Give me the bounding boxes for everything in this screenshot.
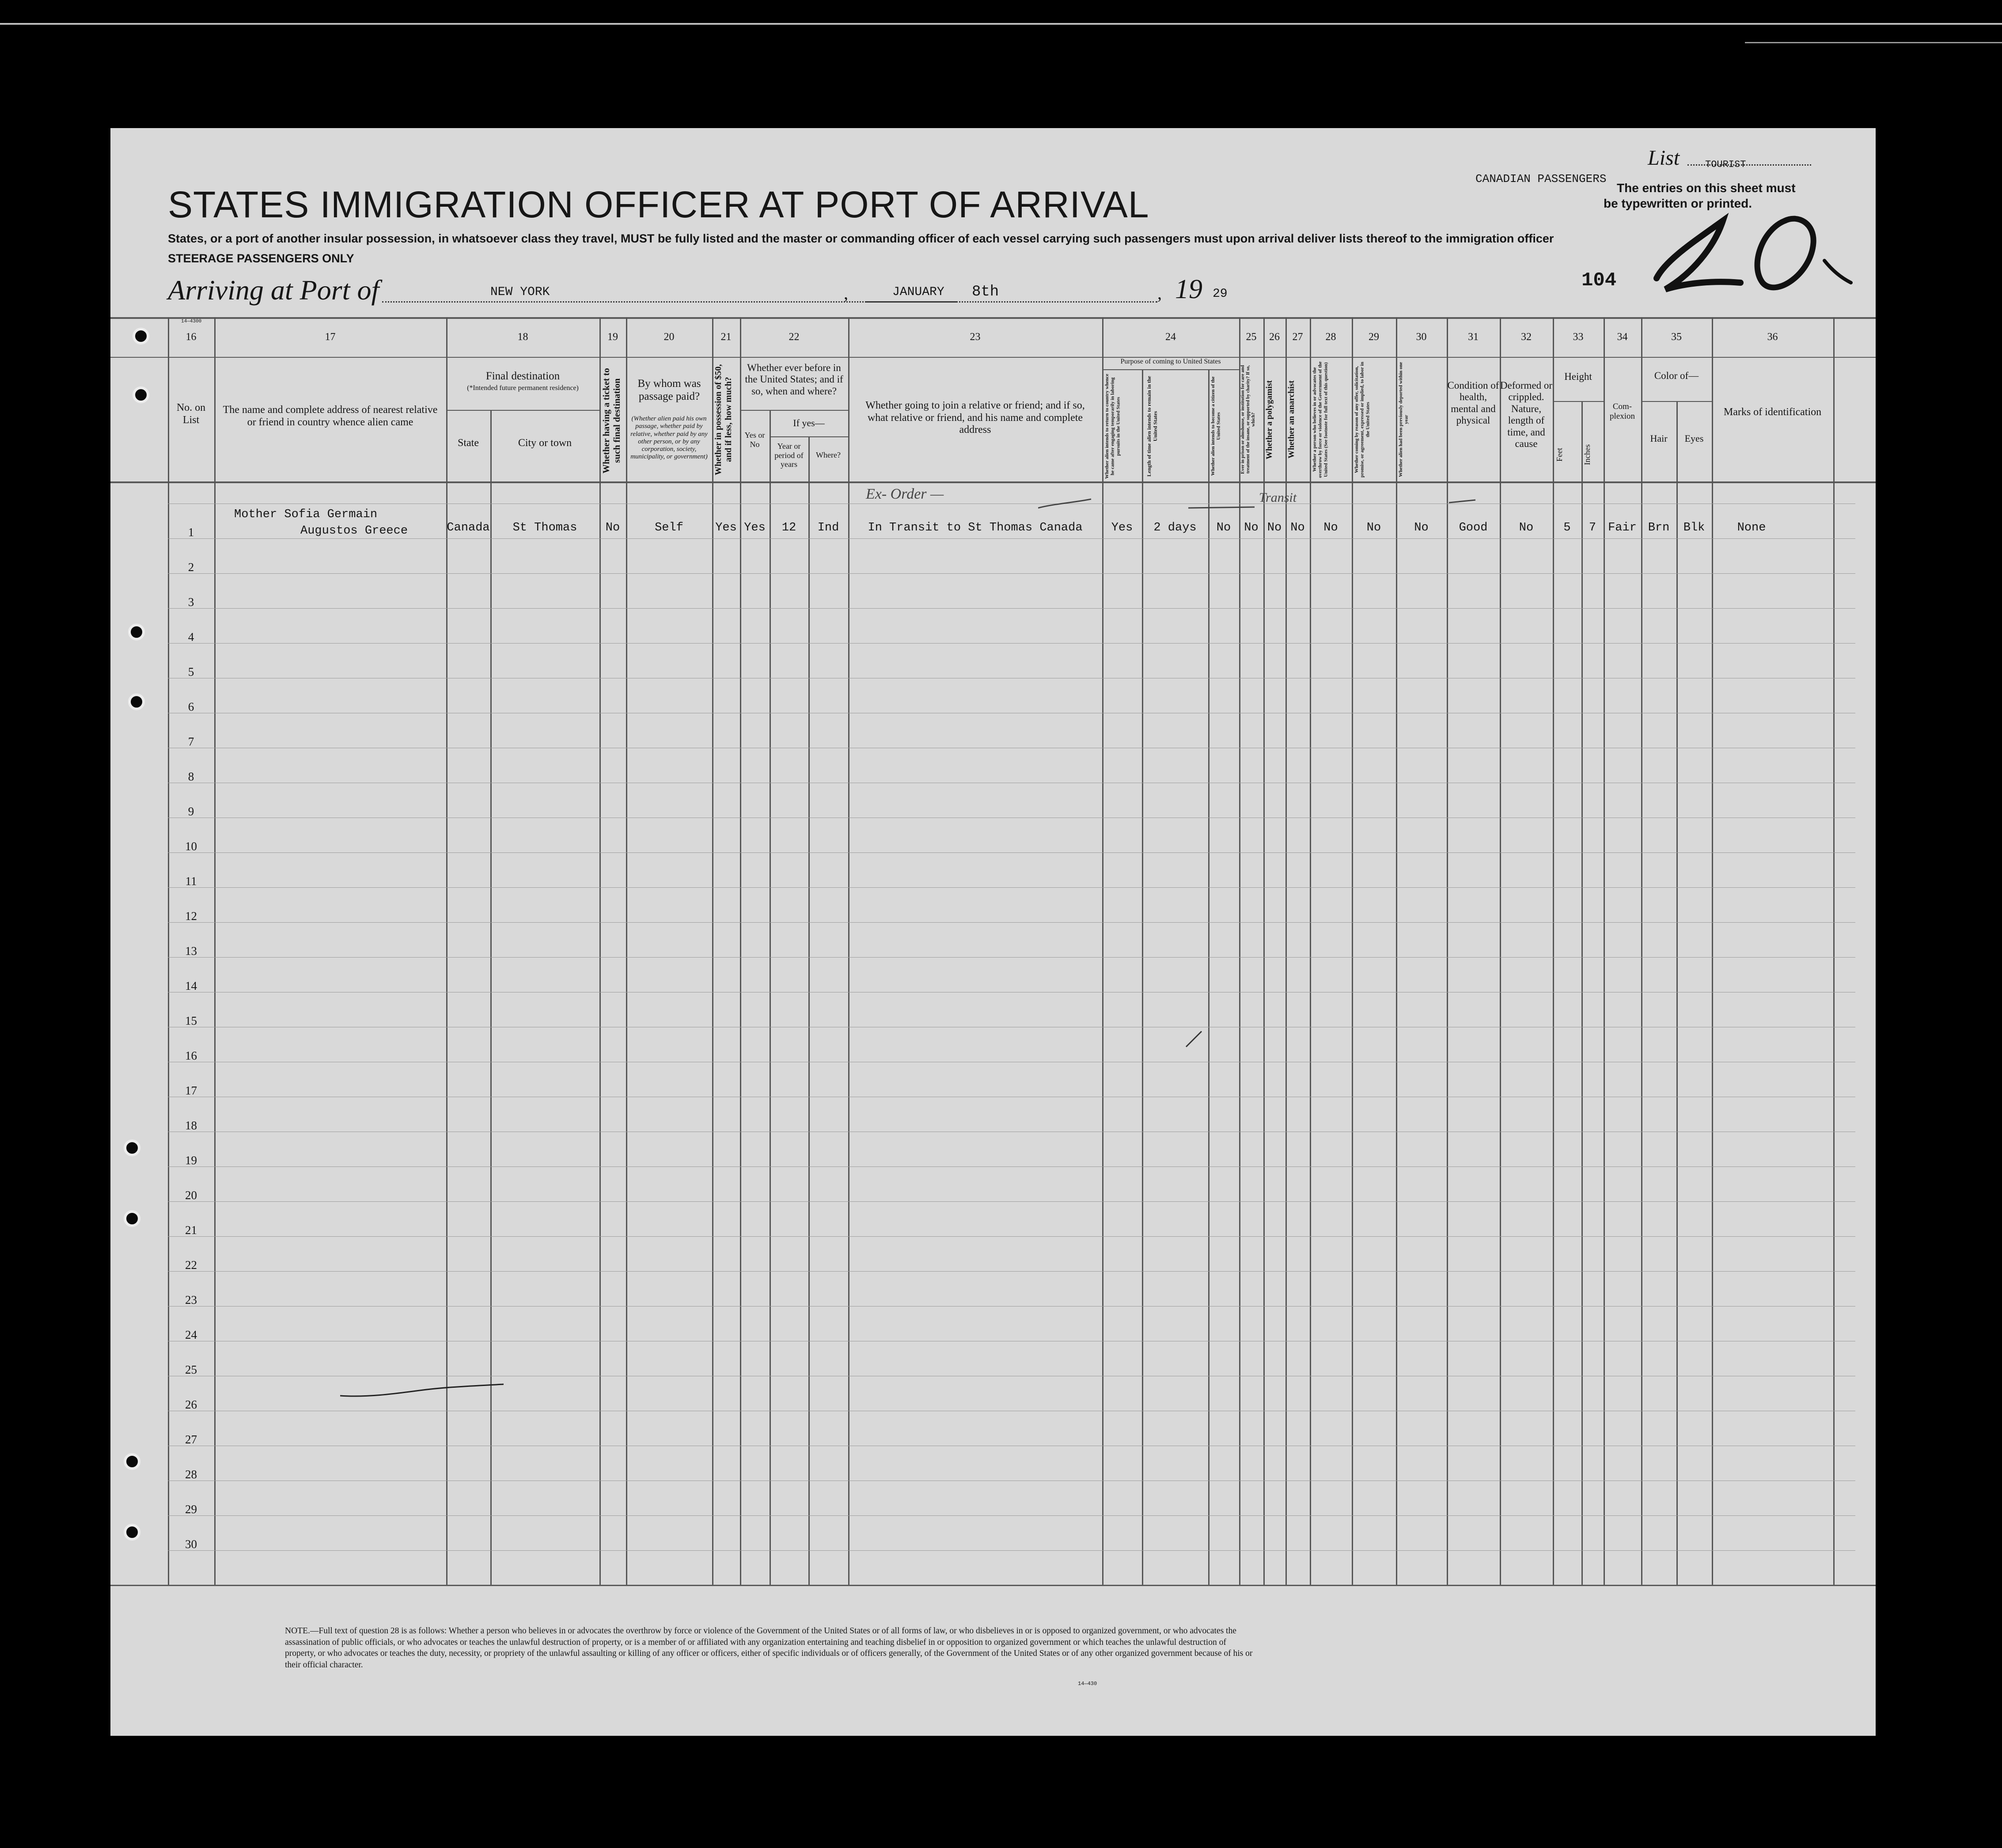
entry-deported: No <box>1414 521 1429 534</box>
row-rule <box>168 1271 1855 1272</box>
ifyes-subdivider <box>770 436 848 437</box>
row-number: 1 <box>188 526 194 539</box>
header-citizen: Whether alien intends to become a citizen of the United States <box>1210 376 1221 476</box>
header-purpose: Purpose of coming to United States <box>1120 358 1221 365</box>
binder-hole <box>124 1210 140 1227</box>
col-divider <box>626 317 627 1585</box>
port-value: NEW YORK <box>490 285 550 299</box>
column-number-20: 20 <box>664 331 675 343</box>
header-marks: Marks of identification <box>1723 406 1822 418</box>
header-city: City or town <box>518 437 572 449</box>
entry-hair: Brn <box>1648 521 1670 534</box>
row-number: 20 <box>185 1189 197 1202</box>
date-month: JANUARY <box>892 285 944 299</box>
row-rule <box>168 957 1855 958</box>
column-number-23: 23 <box>970 331 981 343</box>
row-number: 27 <box>185 1433 197 1446</box>
col-divider <box>1712 317 1713 1585</box>
col-divider <box>848 317 849 1585</box>
header-feet: Feet <box>1555 448 1564 462</box>
footnote: NOTE.—Full text of question 28 is as follows: Whether a person who believes in or advocates the overthrow by force or violence of the Government of the United States or of all forms of law, or who disbelieves in or is opposed to organized government, or who advocates the assassination of public officials, or who advocates or teaches the unlawful destruction of property, or is a member of or affiliated with any organization entertaining and teaching disbelief in or opposition to organized government or which teaches the unlawful destruction of property, or who advocates or teaches the duty, necessity, or propriety of the unlawful assaulting or killing of any officer or officers, either of specific individuals or of officers generally, of the Government of the United States or of any other organized government because of his or their official character. <box>285 1626 1253 1670</box>
year-suffix: 29 <box>1213 287 1228 301</box>
header-anarchist: Whether an anarchist <box>1287 380 1296 459</box>
row-number: 21 <box>185 1223 197 1237</box>
entry-anarchist: No <box>1290 521 1305 534</box>
entry-relative-address: Augustos Greece <box>300 524 408 538</box>
row-rule <box>168 1166 1855 1167</box>
header-return-intent: Whether alien intends to return to country whence he came after engaging temporarily in laboring pursuits in the United States <box>1104 374 1121 479</box>
column-number-24: 24 <box>1165 331 1176 343</box>
header-final-destination-note: (*Intended future permanent residence) <box>467 384 579 392</box>
column-number-divider <box>110 357 1876 358</box>
year-prefix: 19 <box>1175 274 1202 304</box>
col-divider <box>808 437 810 1585</box>
column-number-30: 30 <box>1416 331 1427 343</box>
row-rule <box>168 573 1855 574</box>
form-subtitle: States, or a port of another insular possession, in whatsoever class they travel, MUST be fully listed and the master or commanding officer of each vessel carrying such passengers must upon arrival deliver lists thereof to the immigration officer <box>168 232 1554 245</box>
header-where: Where? <box>816 451 841 459</box>
table-bottom-border <box>110 1585 1876 1586</box>
form-code-top: 14—4300 <box>181 319 202 324</box>
list-value: TOURIST <box>1705 159 1746 170</box>
scan-border-line <box>0 23 2002 25</box>
col-divider <box>712 317 713 1585</box>
entry-state: Canada <box>447 521 490 534</box>
manifest-sheet <box>110 128 1876 1736</box>
handwritten-stroke <box>1038 495 1096 512</box>
header-prison: Ever in prison or almshouse, or institution for care and treatment of the insane, or supported by charity? If so, which? <box>1240 365 1256 474</box>
header-if-yes: If yes— <box>793 417 825 428</box>
form-code-bottom: 14—430 <box>1078 1681 1097 1687</box>
row-number: 5 <box>188 665 194 678</box>
canadian-passengers-stamp: CANADIAN PASSENGERS <box>1475 172 1607 186</box>
entry-feet: 5 <box>1563 521 1571 534</box>
height-subdivider <box>1553 401 1604 402</box>
row-number: 8 <box>188 770 194 783</box>
row-number: 6 <box>188 700 194 713</box>
entry-overthrow: No <box>1323 521 1338 534</box>
column-number-17: 17 <box>325 331 336 343</box>
column-number-26: 26 <box>1269 331 1280 343</box>
header-ever-before: Whether ever before in the United States; and if so, when and where? <box>745 362 843 397</box>
row-rule <box>168 922 1855 923</box>
header-complexion: Com-plexion <box>1610 402 1635 421</box>
header-by-whom: By whom was passage paid? <box>637 378 701 402</box>
header-eyes: Eyes <box>1684 433 1704 444</box>
stray-pen-mark <box>340 1378 508 1405</box>
entry-relative-name: Mother Sofia Germain <box>234 508 378 521</box>
header-state: State <box>458 437 479 449</box>
entry-citizen: No <box>1216 521 1231 534</box>
entry-ticket: No <box>605 521 620 534</box>
col-divider <box>214 317 216 1585</box>
row-rule <box>168 538 1855 539</box>
list-label: List <box>1648 146 1680 170</box>
row-number: 10 <box>185 840 197 853</box>
row-number: 26 <box>185 1398 197 1411</box>
entry-join-relative: In Transit to St Thomas Canada <box>868 521 1083 534</box>
binder-hole <box>133 386 149 403</box>
column-number-34: 34 <box>1617 331 1628 343</box>
header-polygamist: Whether a polygamist <box>1265 380 1274 459</box>
row-number: 7 <box>188 735 194 748</box>
header-nearest-relative: The name and complete address of nearest relative or friend in country whence alien came <box>223 404 438 428</box>
row-number: 30 <box>185 1537 197 1551</box>
table-top-border <box>110 317 1876 319</box>
col-divider <box>770 411 771 1585</box>
row-number: 28 <box>185 1468 197 1481</box>
column-number-18: 18 <box>517 331 528 343</box>
form-title: STATES IMMIGRATION OFFICER AT PORT OF ARRIVAL <box>168 184 1149 225</box>
row-number: 4 <box>188 630 194 644</box>
row-rule <box>168 852 1855 853</box>
column-number-36: 36 <box>1767 331 1778 343</box>
col-divider <box>1676 402 1678 1585</box>
row-number: 13 <box>185 944 197 958</box>
entry-possession: Yes <box>715 521 737 534</box>
row-rule <box>168 1550 1855 1551</box>
header-possession: Whether in possession of $50, and if less, how much? <box>713 364 733 475</box>
row-number: 14 <box>185 979 197 992</box>
comma-separator: , <box>1157 283 1162 303</box>
column-number-32: 32 <box>1521 331 1532 343</box>
header-height: Height <box>1564 371 1592 382</box>
row-number: 17 <box>185 1084 197 1097</box>
column-number-35: 35 <box>1671 331 1682 343</box>
instructions-line-2: be typewritten or printed. <box>1604 197 1752 210</box>
entry-health: Good <box>1459 521 1488 534</box>
col-divider <box>1553 317 1554 1585</box>
col-divider <box>1500 317 1501 1585</box>
header-condition: Condition of health, mental and physical <box>1447 380 1499 426</box>
header-length-of-stay: Length of time alien intends to remain in the United States <box>1146 376 1158 477</box>
row-number: 18 <box>185 1119 197 1132</box>
stray-pen-mark <box>1184 1025 1210 1051</box>
entry-return-intent: Yes <box>1111 521 1133 534</box>
binder-hole <box>133 328 149 345</box>
row-rule <box>168 643 1855 644</box>
entry-marks: None <box>1737 521 1766 534</box>
color-subdivider <box>1641 401 1712 402</box>
col-divider <box>1581 402 1583 1585</box>
date-underline <box>866 301 1157 303</box>
header-contract-labor: Whether coming by reason of any offer, solicitation, promise, or agreement, expressed or implied, to labor in the United States <box>1354 362 1371 477</box>
header-no-on-list: No. on List <box>176 402 206 426</box>
header-year-period: Year or period of years <box>774 442 804 469</box>
row-number: 19 <box>185 1154 197 1167</box>
entry-length-of-stay: 2 days <box>1153 521 1197 534</box>
row-number: 2 <box>188 560 194 574</box>
row-number: 9 <box>188 805 194 818</box>
col-divider <box>1142 370 1143 1585</box>
header-deported: Whether alien had been previously deported within one year <box>1398 362 1409 477</box>
row-rule <box>168 608 1855 609</box>
row-number: 11 <box>185 875 197 888</box>
col-divider <box>1102 317 1103 1585</box>
purpose-subdivider <box>1102 369 1239 370</box>
col-divider <box>740 317 741 1585</box>
entry-polygamist: No <box>1267 521 1282 534</box>
entry-complexion: Fair <box>1608 521 1637 534</box>
col-divider <box>1604 317 1605 1585</box>
header-yes-or-no: Yes or No <box>744 431 765 449</box>
column-number-28: 28 <box>1325 331 1336 343</box>
entry-where: Ind <box>817 521 839 534</box>
header-final-destination: Final destination <box>485 370 560 382</box>
column-number-25: 25 <box>1246 331 1257 343</box>
col-divider <box>599 317 601 1585</box>
row-number: 24 <box>185 1328 197 1341</box>
row-number: 3 <box>188 595 194 609</box>
row-number: 15 <box>185 1014 197 1027</box>
form-subtitle-class: STEERAGE PASSENGERS ONLY <box>168 252 354 265</box>
row-rule <box>168 887 1855 888</box>
row-number: 22 <box>185 1258 197 1272</box>
col-divider <box>1208 370 1210 1585</box>
col-divider <box>490 411 492 1585</box>
header-hair: Hair <box>1650 433 1668 444</box>
entry-paid-by: Self <box>655 521 683 534</box>
entry-prison: No <box>1244 521 1259 534</box>
header-ticket: Whether having a ticket to such final destination <box>601 368 622 473</box>
handwritten-list-number <box>1639 194 1877 309</box>
column-number-33: 33 <box>1573 331 1584 343</box>
column-number-27: 27 <box>1292 331 1303 343</box>
row-rule <box>168 1515 1855 1516</box>
row-number: 25 <box>185 1363 197 1376</box>
entry-ever-before: Yes <box>744 521 766 534</box>
entry-inches: 7 <box>1589 521 1596 534</box>
header-deformed: Deformed or crippled. Nature, length of time, and cause <box>1500 380 1553 450</box>
column-number-22: 22 <box>789 331 800 343</box>
header-by-whom-note: (Whether alien paid his own passage, whether paid by relative, whether paid by any other person, or by any corporation, society, municipality, or government) <box>630 415 708 461</box>
dest-subdivider <box>446 410 599 411</box>
column-number-21: 21 <box>720 331 732 343</box>
col-divider <box>1641 317 1642 1585</box>
header-inches: Inches <box>1583 444 1592 466</box>
column-number-16: 16 <box>186 331 197 343</box>
entry-city: St Thomas <box>512 521 577 534</box>
row-number: 16 <box>185 1049 197 1062</box>
binder-hole <box>124 1140 140 1156</box>
column-number-19: 19 <box>607 331 618 343</box>
column-number-29: 29 <box>1369 331 1379 343</box>
handwritten-stroke <box>1188 490 1498 517</box>
entry-contract-labor: No <box>1366 521 1381 534</box>
scan-border-line <box>1745 42 2002 43</box>
binder-hole <box>128 693 145 710</box>
binder-hole <box>128 624 145 640</box>
row-number: 12 <box>185 909 197 923</box>
col-divider <box>1833 317 1835 1585</box>
instructions-line-1: The entries on this sheet must <box>1617 181 1796 195</box>
row-rule <box>168 1236 1855 1237</box>
row-rule <box>168 1201 1855 1202</box>
handwritten-annotation: Ex- Order — <box>866 486 944 502</box>
arriving-label: Arriving at Port of <box>168 274 379 306</box>
binder-hole <box>124 1453 140 1470</box>
header-color-of: Color of— <box>1654 370 1699 381</box>
sheet-number: 104 <box>1581 269 1617 292</box>
comma-separator: , <box>844 283 848 303</box>
ever-subdivider <box>740 410 848 411</box>
date-day: 8th <box>972 284 999 300</box>
header-overthrow: Whether a person who believes in or advocates the overthrow by force or violence of the Government of the United States (See footnote for full text of this question) <box>1312 361 1329 478</box>
column-number-31: 31 <box>1468 331 1479 343</box>
row-number: 29 <box>185 1503 197 1516</box>
header-bottom-border <box>110 481 1876 483</box>
entry-years: 12 <box>781 521 796 534</box>
header-join-relative: Whether going to join a relative or friend; and if so, what relative or friend, and his name and complete address <box>865 400 1085 436</box>
entry-eyes: Blk <box>1683 521 1705 534</box>
row-number: 23 <box>185 1293 197 1306</box>
handwritten-annotation: Transit <box>1259 490 1297 505</box>
binder-hole <box>124 1524 140 1541</box>
entry-deformed: No <box>1519 521 1534 534</box>
